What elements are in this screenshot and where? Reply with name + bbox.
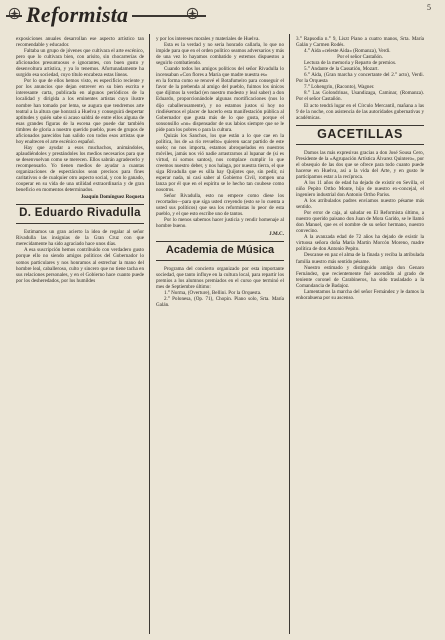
paragraph: Señor Rivadulla, esto no empece como diese los recortados—para que siga usted creyendo (esto se lo cuenta a usted sus políticos) que sea los reformistas lo peor de esta pueblo, y el que esto escribe uno de tantos. — [156, 193, 284, 218]
paragraph: 2.° Polonesa, (Op. 71), Chopin. Piano solo, Srta. María Galán. — [156, 295, 284, 308]
paragraph: Nuestro estimado y distinguido amigo don Genaro Fernández, que recientemente fué ascendido al grado de teniente coronel de Carabineros, ha sido trasladado a la Comandancia de Badajoz. — [296, 264, 424, 289]
paragraph: Por lo que de ellos hemos visto, es especificio reciente y por los anuncios que dejan entrever en su bien escrita e interesante carta, publicada en algunos periódicos de la localidad y dirigida a los eminentes artistas cuyo ilustre nombre han tomado por lema, se augura que tendremos arte teatral a la altura que honrará a Huelva y conseguirá despertar aptitudes y quién sabe si acaso saldrá de entre ellos alguna de esas grandes figuras de la escena que puede dar también timbres de gloria a nuestro querido pueblo, pues de grupos de aficionados parecidos han salido con todos esos artistas que hoy enaltecen el arte escénico español. — [16, 78, 144, 145]
paragraph: Cuando todos los amigos políticos del señor Rivadulla lo incensaban «Con flores a María que madre nuestra es» — [156, 66, 284, 79]
paragraph: 5.° Andante de la Cassatión, Mozart. — [304, 66, 379, 73]
paragraph: A los atribulados padres enviamos nuestro pésame más sentido. — [296, 198, 424, 211]
paragraph: Hay que ayudar a esos muchachos, animándoles, aplaudiéndoles y prestándoles los medios necesarios para que se desenvuelvan como se merecen. Ellos sabrán agradecerlo y recompensarlo. Yo tienen medios de ayudar a cuantas organizaciones de espectáculos sean precisos para fines caritativos o de cualquier otro aspecto social, y con lo ganado, cooperar en su vida de una utilidad extraordinaria y de gran beneficio en momentos determinados. — [16, 144, 144, 194]
paragraph: A la avanzada edad de 72 años ha dejado de existir la virtuosa señora doña María Martín Morcón Moreno, madre política de don Antonio Pepito. — [296, 234, 424, 253]
paragraph: 8.° Las Golondrinas, Usandizaga, Caminar, (Romanza). Por el señor Castañón. — [296, 90, 424, 103]
paragraph: Esta es la verdad y no seria honrado callarla, lo que no impide para que en el orden político seamos adversarios y más de una vez lo hayamos combatido y estemos dispuestos a seguirlo combatiendo. — [156, 42, 284, 67]
column-1 — [16, 36, 144, 284]
paragraph: 1.° Norma, (Overture), Bellini. Por la Orquesta. — [164, 289, 262, 296]
paragraph: Estimamos un gran acierto la idea de regalar al señor Rivadulla las insignias de la Gran Cruz con que merecidamente ha sido agraciado hace unos días. — [16, 229, 144, 248]
section-heading: GACETILLAS — [296, 125, 424, 145]
paragraph: A los 11 años de edad ha dejado de existir en Sevilla, el niño Pepito Ortho Monte, hijo de nuestro ex-concejal, el ingeniero industrial don Antonio Ortho Pariss. — [296, 179, 424, 198]
signature: J.M.C. — [269, 230, 284, 237]
ornament-icon — [8, 7, 21, 20]
paragraph: 6.° Aida, (Gran marcha y concertante del 2.° acto), Verdi. Por la Orquesta — [296, 72, 424, 85]
column-divider — [289, 34, 290, 634]
section-heading: D. Eduardo Rivadulla — [16, 204, 144, 224]
paragraph: exposiciones anuales desarrollan ese aspecto artístico tan recomendable y educador. — [16, 36, 144, 49]
paragraph: Lamentamos la marcha del señor Fernández y le damos la enhorabuena por su ascenso. — [296, 288, 424, 301]
paragraph: El acto tendrá lugar en el Círculo Mercantil, mañana a las 9 de la noche, con asistencia de las autoridades gubernativas y académicas. — [296, 102, 424, 121]
paragraph: Quizás los Sanchos, los que están a lo que cae en la política, los de «a río revuelto» quieren sacar partido de este suelo; no nos importa, estamos abroquelados en nuestros móviles, jamás nos vió nadie arrastrarnos al lupanar de (si es virtud, ni somos santos), nos complace cumplir lo que creemos nuestro deber, y nos halaga, por nuestra tierra, el que siga Rivadulla que es silla hay Quijotes que, sin pedir, ni esperar nada, ni casi saber al Gobierno Civil, rompen una lanza por él que en el espíritu se le hecho tan coubese como nosotros. — [156, 132, 284, 194]
paragraph: Faltaba un grupo de jóvenes que cultivara el arte escénico, pero que lo cultivara bien, con arisito, sin chocarrerías de aficionados presuntuosos e ignorantes, con buen gusto y desenvoltura artística, y ya lo tenemos. Afortunadamente ha surgido esa sociedad, cuyo título encabeza estas líneas. — [16, 48, 144, 79]
column-3 — [296, 36, 424, 301]
masthead-title: Reformista — [22, 4, 132, 26]
signature: Joaquín Domínguez Roqueta — [80, 194, 144, 201]
masthead — [6, 2, 206, 32]
paragraph: y por los intereses morales y materiales de Huelva. — [156, 36, 260, 42]
paragraph: 4.° Aida «celeste Aida» (Romanza), Verdi. — [304, 48, 391, 55]
paragraph: Por lo menos sabemos hacer justicia y rendir homenaje al hombre bueno. — [156, 217, 284, 230]
paragraph: Programa del concierto organizado por esta importante sociedad, que tanto influye en la cultura local, para repartir los premios a los alumnos premiados en el curso que terminó el mes de Septiembre último: — [156, 265, 284, 290]
paragraph: Descanse en paz el alma de la finada y reciba la atribulada familia nuestro más sentido pésame. — [296, 252, 424, 265]
column-2 — [156, 36, 284, 308]
section-heading: Academia de Música — [156, 241, 284, 261]
paragraph: Lectura de la memoria y Reparto de premios. — [304, 60, 397, 67]
paragraph: Por error de caja, al saludar en El Reformista último, a nuestro querido paisano don Juan de Mora Garido, se le llamó don Manuel, que es el nombre de su señor hermano, nuestro convecino. — [296, 210, 424, 235]
paragraph: 3.° Rapsodia n.° 9, Liszt Piano a cuatro manos, Srta. María Galán y Carmen Rodés. — [296, 36, 424, 49]
paragraph: en la forma como se renové el Botafumeiro para conseguir el favor de la prebenda al amigo del pueblo, fuimos los únicos que dijimos la verdad (en nuestro modesto y leal saber) a don Eduardo, proporcionándole algunas mortificaciones (nos lo dijo caballerosamente), y no estamos justos si hoy no rindiésemos el placer de hacerlo esta manifestación pública al Gobernador que gusta más de lo que gusta, porque el sonsonsillo «no» dispensador de sus labios siempre que se le pide para los pobres o para la cultura. — [156, 78, 284, 133]
paragraph: Damos las más expresivas gracias a don José Sousa Cero, Presidente de la «Agrupación Artística Álvarez Quintero», por el obsequio de las dos que se ofrece para todo cuanto puede hacerse en Huelva, así a la vida del Arte, y en gusto le participamos estar a la recíproca. — [296, 149, 424, 180]
paragraph: 7.° Lohengrin, (Raconto), Wagner. — [304, 84, 375, 91]
paragraph: A esa suscripción hemos contribuido con verdadero gusto porque ello no siendo amigos políticos del Gobernador lo somos particulares y nos honramos al estrechar la mano del hombre leal, caballeroso, culto y sincero que no tiene tacha en sus relaciones personales, y en el Gobierno hace cuanto puede por los desheredados, por los humildes — [16, 247, 144, 284]
ornament-icon — [186, 7, 199, 20]
page-number: 5 — [427, 3, 431, 12]
paragraph: Por el señor Castañón. — [337, 54, 383, 61]
column-divider — [149, 34, 150, 634]
